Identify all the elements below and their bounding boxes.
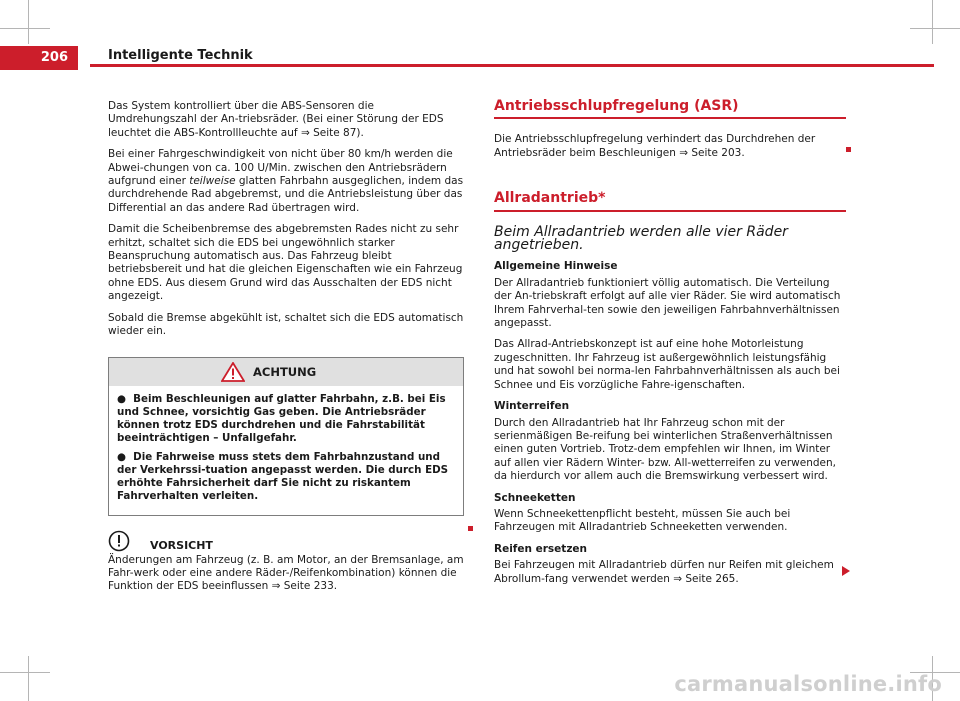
paragraph	[108, 100, 464, 140]
warning-box-body	[109, 386, 463, 515]
watermark: carmanualsonline.info	[674, 672, 942, 696]
paragraph-text: glatten Fahrbahn ausgeglichen, indem das durchdrehende Rad abgebremst, und die Antriebsleistung über das Differential an das andere Rad übertragen wird.	[108, 175, 464, 214]
warning-item	[117, 393, 455, 445]
emphasis-text: teilweise	[189, 175, 236, 188]
paragraph: Sobald die Bremse abgekühlt ist, schaltet sich die EDS automatisch wieder ein.	[108, 311, 464, 338]
asr-heading: Antriebsschlupfregelung (ASR)	[494, 100, 846, 119]
warning-box	[108, 357, 464, 516]
page-number: 206	[0, 46, 78, 70]
caution-text	[108, 554, 464, 594]
paragraph: Wenn Schneekettenpflicht besteht, müssen Sie auch bei Fahrzeugen mit Allradantrieb Schneeketten verwenden.	[494, 507, 791, 534]
paragraph: Der Allradantrieb funktioniert völlig automatisch. Die Verteilung der An-triebskraft erfolgt auf alle vier Räder. Sie wird automatisch Ihrem Fahrverhal-ten sowie den jeweiligen Fahrbahnverhältnissen angepasst.	[494, 276, 841, 330]
warning-box-header	[109, 358, 463, 386]
caution-circle-icon	[108, 530, 130, 552]
right-column	[494, 100, 846, 594]
allrad-heading: Allradantrieb*	[494, 192, 846, 211]
warning-item-text: Die Fahrweise muss stets dem Fahrbahnzustand und der Verkehrssi-tuation angepasst werden. Die durch EDS erhöhte Fahrsicherheit darf Sie nicht zu riskantem Fahrverhalten verleiten.	[117, 450, 449, 502]
warning-item-text: Beim Beschleunigen auf glatter Fahrbahn, z.B. bei Eis und Schnee, vorsichtig Gas geben. Die Antriebsräder können trotz EDS durchdrehen und die Fahrstabilität beeinträchtigen – Unfallgefahr.	[117, 392, 446, 444]
bullet: ●	[117, 450, 126, 463]
paragraph	[108, 148, 464, 215]
section-end-marker	[468, 526, 473, 531]
paragraph: Damit die Scheibenbremse des abgebremsten Rades nicht zu sehr erhitzt, schaltet sich die EDS bei ungewöhnlich starker Beanspruchung automatisch aus. Das Fahrzeug bleibt betriebsbereit und hat die gleichen Eigenschaften wie ein Fahrzeug ohne EDS. Aus diesem Grund wird das Ausschalten der EDS nicht angezeigt.	[108, 223, 463, 303]
warning-triangle-icon	[221, 362, 245, 382]
subsection-title: Allgemeine Hinweise	[494, 260, 618, 273]
section-title: Intelligente Technik	[108, 48, 253, 63]
caution-header	[108, 530, 464, 552]
crop-mark	[28, 0, 29, 44]
crop-mark	[910, 28, 960, 29]
paragraph: Das Allrad-Antriebskonzept ist auf eine hohe Motorleistung zugeschnitten. Ihr Fahrzeug ist außergewöhnlich leistungsfähig und hat sowohl bei norma-len Fahrbahnverhältnissen als auch bei Schnee und Eis vorzügliche Fahre-igenschaften.	[494, 338, 840, 391]
caution-title: VORSICHT	[150, 538, 213, 552]
asr-paragraph: Die Antriebsschlupfregelung verhindert das Durchdrehen der Antriebsräder beim Beschleunigen ⇒ Seite 203.	[494, 133, 816, 159]
subsection-title: Schneeketten	[494, 491, 576, 504]
paragraph-text: Das System kontrolliert über die ABS-Sensoren die Umdrehungszahl der An-triebsräder. (Bei einer Störung der EDS leuchtet die ABS-Kontrollleuchte auf	[108, 100, 444, 139]
warning-item	[117, 451, 455, 503]
subsection-title: Reifen ersetzen	[494, 542, 588, 555]
crop-mark	[0, 28, 50, 29]
allrad-subtitle: Beim Allradantrieb werden alle vier Räder angetrieben.	[494, 223, 788, 254]
bullet: ●	[117, 392, 126, 405]
header-rule	[90, 64, 934, 67]
paragraph: Durch den Allradantrieb hat Ihr Fahrzeug schon mit der serienmäßigen Be-reifung bei winterlichen Straßenverhältnissen einen guten Vortrieb. Trotz-dem empfehlen wir Ihnen, im Winter auf allen vier Rädern Winter- bzw. All-wetterreifen zu verwenden, da hierdurch vor allem auch die Bremswirkung verbessert wird.	[494, 416, 836, 483]
subsection-title: Winterreifen	[494, 400, 570, 413]
page-reference-link[interactable]: ⇒ Seite 87).	[300, 126, 364, 139]
continue-arrow-icon	[841, 566, 851, 576]
paragraph: Bei Fahrzeugen mit Allradantrieb dürfen nur Reifen mit gleichem Abrollum-fang verwendet werden ⇒ Seite 265.	[494, 559, 834, 585]
crop-mark	[28, 656, 29, 701]
caution-text-content: Änderungen am Fahrzeug (z. B. am Motor, an der Bremsanlage, am Fahr-werk oder eine andere Räder-/Reifenkombination) können die Funktion der EDS beeinflussen ⇒ Seite 233.	[108, 553, 464, 593]
crop-mark	[932, 0, 933, 44]
crop-mark	[0, 672, 50, 673]
warning-title: ACHTUNG	[253, 364, 317, 379]
left-column	[108, 100, 464, 602]
paragraph-text: Bei einer Fahrgeschwindigkeit von nicht über 80 km/h werden die Abwei-chungen von ca. 100 U/Min. zwischen den Antriebsrädern aufgrund einer	[108, 148, 453, 188]
section-end-marker	[846, 147, 851, 152]
